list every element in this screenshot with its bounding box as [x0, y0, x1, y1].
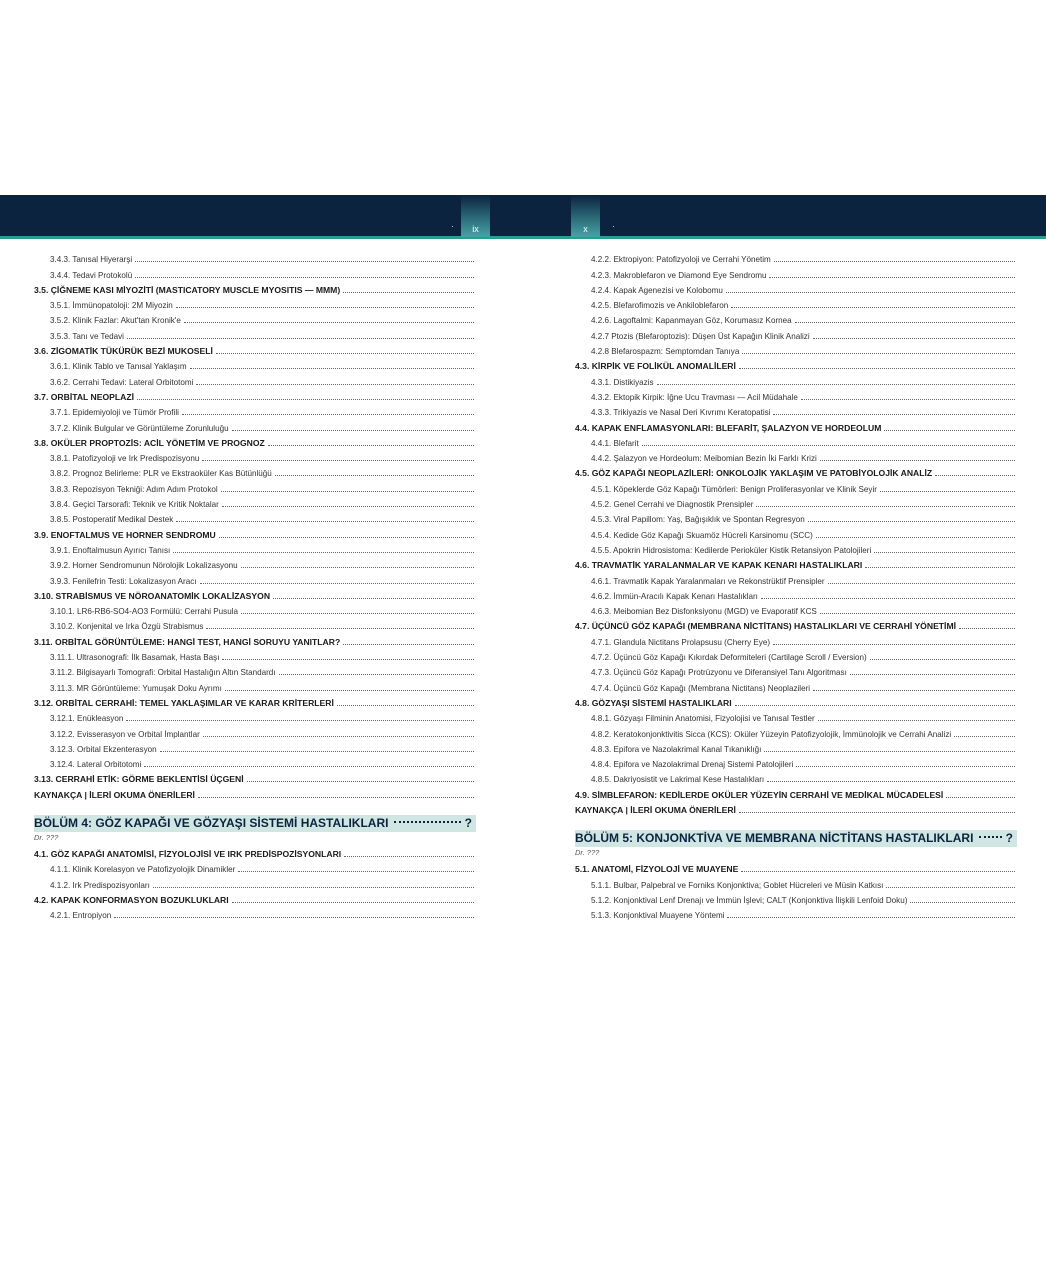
toc-subsection-entry[interactable] [34, 495, 476, 510]
toc-subsection-entry[interactable] [34, 663, 476, 678]
toc-entry-title: 3.8.3. Repozisyon Tekniği: Adım Adım Protokol [50, 484, 218, 494]
toc-entry-title: 3.6.1. Klinik Tablo ve Tanısal Yaklaşım [50, 362, 187, 372]
toc-entry-title: 4.8.5. Dakriyosistit ve Lakrimal Kese Hastalıkları [591, 775, 765, 785]
dot-leader [268, 445, 474, 446]
toc-subsection-entry[interactable] [575, 403, 1017, 418]
toc-entry-title: 3.8.1. Patofizyoloji ve Irk Predispozisyonu [50, 454, 200, 464]
toc-subsection-entry[interactable] [575, 632, 1017, 647]
toc-entry-title: 4.1.1. Klinik Korelasyon ve Patofizyolojik Dinamikler [50, 865, 236, 875]
toc-entry-title: 3.7. ORBİTAL NEOPLAZİ [34, 391, 134, 402]
toc-section-entry[interactable] [34, 342, 476, 357]
toc-entry-title: 3.7.1. Epidemiyoloji ve Tümör Profili [50, 408, 179, 418]
toc-subsection-entry[interactable] [34, 250, 476, 265]
toc-entry-title: 4.9. SİMBLEFARON: KEDİLERDE OKÜLER YÜZEYİN CERRAHİ VE MEDİKAL MÜCADELESİ [575, 789, 944, 800]
toc-subsection-entry[interactable] [575, 250, 1017, 265]
dot-leader [232, 902, 474, 903]
toc-section-entry[interactable] [34, 388, 476, 403]
dot-leader [657, 384, 1015, 385]
toc-entry-title: 4.2.3. Makroblefaron ve Diamond Eye Sendromu [591, 270, 767, 280]
toc-entry-title: 3.9.3. Fenilefrin Testi: Lokalizasyon Aracı [50, 576, 197, 586]
dot-leader [200, 583, 474, 584]
chapter-author: Dr. ??? [34, 832, 59, 842]
toc-subsection-entry[interactable] [34, 724, 476, 739]
toc-subsection-entry[interactable] [34, 296, 476, 311]
dot-leader [279, 674, 474, 675]
toc-entry-title: 4.2.4. Kapak Agenezisi ve Kolobomu [591, 285, 723, 295]
dot-leader [225, 690, 474, 691]
dot-leader [884, 430, 1015, 431]
dot-leader [126, 720, 474, 721]
toc-section-entry[interactable] [34, 632, 476, 647]
toc-entry-title: 4.2.1. Entropiyon [50, 911, 112, 921]
toc-entry-title: 3.6. ZİGOMATİK TÜKÜRÜK BEZİ MUKOSELİ [34, 346, 213, 357]
toc-subsection-entry[interactable] [34, 709, 476, 724]
toc-subsection-entry[interactable] [575, 434, 1017, 449]
dot-leader [727, 917, 1015, 918]
dot-leader [273, 598, 474, 599]
dot-leader [735, 705, 1015, 706]
toc-entry-title: 3.5.1. İmmünopatoloji: 2M Miyozin [50, 301, 173, 311]
dot-leader [222, 506, 474, 507]
toc-entry-title: 4.3.2. Ektopik Kirpik: İğne Ucu Travması — Acil Müdahale [591, 392, 798, 402]
toc-section-entry[interactable] [34, 891, 476, 906]
dot-leader [198, 797, 474, 798]
toc-entry-title: 4.2.2. Ektropiyon: Patofizyoloji ve Cerrahi Yönetim [591, 255, 771, 265]
toc-entry-title: 3.5.2. Klinik Fazlar: Akut'tan Kronik'e [50, 316, 181, 326]
dot-leader [816, 537, 1015, 538]
toc-section-entry[interactable] [575, 357, 1017, 372]
toc-entry-title: 3.6.2. Cerrahi Tedavi: Lateral Orbitotomi [50, 377, 194, 387]
toc-entry-title: 3.12.2. Evisserasyon ve Orbital İmplantlar [50, 729, 200, 739]
toc-entry-title: 3.8. OKÜLER PROPTOZİS: ACİL YÖNETİM VE PROGNOZ [34, 437, 265, 448]
dot-leader [232, 430, 474, 431]
toc-entry-title: 3.4.4. Tedavi Protokolü [50, 270, 133, 280]
toc-entry-title: 4.5.2. Genel Cerrahi ve Diagnostik Prensipler [591, 500, 754, 510]
toc-entry-title: 4.3.3. Trikiyazis ve Nasal Deri Kıvrımı Keratopatisi [591, 408, 771, 418]
toc-subsection-entry[interactable] [575, 875, 1017, 890]
dot-leader [219, 537, 474, 538]
dot-leader [153, 887, 474, 888]
toc-subsection-entry[interactable] [34, 418, 476, 433]
header-band [0, 195, 1046, 237]
dot-leader [742, 353, 1015, 354]
toc-entry-title: 4.4. KAPAK ENFLAMASYONLARI: BLEFARİT, ŞALAZYON VE HORDEOLUM [575, 422, 882, 433]
toc-entry-title: 4.2. KAPAK KONFORMASYON BOZUKLUKLARI [34, 894, 229, 905]
dot-leader [959, 628, 1015, 629]
toc-entry-title: 3.5. ÇİĞNEME KASI MİYOZİTİ (MASTICATORY MUSCLE MYOSITIS — MMM) [34, 284, 341, 295]
toc-section-entry[interactable] [34, 785, 476, 800]
toc-subsection-entry[interactable] [575, 388, 1017, 403]
toc-entry-title: 4.2.5. Blefarofimozis ve Ankiloblefaron [591, 301, 729, 311]
header-dot-right: · [612, 222, 615, 231]
header-dot-left: · [451, 222, 454, 231]
toc-subsection-entry[interactable] [575, 449, 1017, 464]
toc-subsection-entry[interactable] [34, 556, 476, 571]
toc-entry-title: 3.9.1. Enoftalmusun Ayırıcı Tanısı [50, 545, 171, 555]
toc-subsection-entry[interactable] [575, 326, 1017, 341]
toc-entry-title: 4.7.4. Üçüncü Göz Kapağı (Membrana Nictitans) Neoplazileri [591, 683, 811, 693]
toc-subsection-entry[interactable] [34, 326, 476, 341]
toc-entry-title: 4.2.8 Blefarospazm: Semptomdan Tanıya [591, 347, 740, 357]
dot-leader [773, 414, 1015, 415]
dot-leader [275, 475, 474, 476]
page-number-left: ix [472, 224, 479, 234]
toc-entry-title: 5.1.3. Konjonktival Muayene Yöntemi [591, 911, 725, 921]
toc-entry-title: 4.4.1. Blefarit [591, 438, 639, 448]
dot-leader [739, 368, 1015, 369]
dot-leader [344, 856, 474, 857]
toc-entry-title: 3.10.1. LR6-RB6-SO4-AO3 Formülü: Cerrahi Pusula [50, 607, 239, 617]
dot-leader [114, 917, 474, 918]
dot-leader [202, 460, 474, 461]
toc-subsection-entry[interactable] [34, 479, 476, 494]
dot-leader [828, 583, 1015, 584]
dot-leader [874, 552, 1015, 553]
toc-entry-title: 4.7. ÜÇÜNCÜ GÖZ KAPAĞI (MEMBRANA NİCTİTANS) HASTALIKLARI VE CERRAHİ YÖNETİMİ [575, 621, 956, 632]
dot-leader [203, 736, 474, 737]
toc-section-entry[interactable] [575, 694, 1017, 709]
dot-leader [795, 322, 1015, 323]
toc-subsection-entry[interactable] [575, 571, 1017, 586]
toc-entry-title: 3.9. ENOFTALMUS VE HORNER SENDROMU [34, 529, 216, 540]
toc-subsection-entry[interactable] [34, 464, 476, 479]
dot-leader [739, 812, 1015, 813]
toc-entry-title: 3.11. ORBİTAL GÖRÜNTÜLEME: HANGİ TEST, HANGİ SORUYU YANITLAR? [34, 636, 341, 647]
dot-leader [196, 384, 474, 385]
dot-leader [820, 613, 1015, 614]
dot-leader [337, 705, 474, 706]
toc-subsection-entry[interactable] [34, 602, 476, 617]
toc-subsection-entry[interactable] [34, 510, 476, 525]
toc-subsection-entry[interactable] [34, 357, 476, 372]
dot-leader [818, 720, 1015, 721]
toc-entry-title: 3.10.2. Konjenital ve Irka Özgü Strabismus [50, 622, 204, 632]
toc-entry-title: 4.5.5. Apokrin Hidrosistoma: Kedilerde Perioküler Kistik Retansiyon Patolojileri [591, 545, 872, 555]
toc-subsection-entry[interactable] [575, 342, 1017, 357]
dot-leader [343, 292, 474, 293]
toc-entry-title: 4.5.1. Köpeklerde Göz Kapağı Tümörleri: Benign Proliferasyonlar ve Klinik Seyir [591, 484, 877, 494]
toc-subsection-entry[interactable] [34, 648, 476, 663]
dot-leader [935, 475, 1015, 476]
dot-leader [954, 736, 1015, 737]
toc-entry-title: 4.5.4. Kedide Göz Kapağı Skuamöz Hücreli Karsinomu (SCC) [591, 530, 813, 540]
toc-subsection-entry[interactable] [575, 510, 1017, 525]
dot-leader [870, 659, 1015, 660]
dot-leader [756, 506, 1015, 507]
toc-section-entry[interactable] [34, 845, 476, 860]
dot-leader [137, 399, 474, 400]
toc-entry-title: 3.11.2. Bilgisayarlı Tomografi: Orbital Hastalığın Altın Standardı [50, 668, 276, 678]
dot-leader [182, 414, 474, 415]
chapter-heading[interactable] [34, 815, 476, 832]
dot-leader [241, 567, 474, 568]
toc-subsection-entry[interactable] [34, 875, 476, 890]
toc-entry-title: 3.7.2. Klinik Bulgular ve Görüntüleme Zorunluluğu [50, 423, 229, 433]
toc-section-entry[interactable] [34, 587, 476, 602]
toc-entry-title: 3.10. STRABİSMUS VE NÖROANATOMİK LOKALİZASYON [34, 590, 271, 601]
toc-subsection-entry[interactable] [575, 648, 1017, 663]
toc-subsection-entry[interactable] [575, 525, 1017, 540]
dot-leader [216, 353, 474, 354]
toc-entry-title: 3.8.4. Geçici Tarsorafi: Teknik ve Kritik Noktalar [50, 500, 219, 510]
toc-entry-title: 3.12.4. Lateral Orbitotomi [50, 760, 142, 770]
toc-subsection-entry[interactable] [575, 479, 1017, 494]
dot-leader [880, 491, 1015, 492]
dot-leader [801, 399, 1015, 400]
toc-entry-title: 3.12. ORBİTAL CERRAHİ: TEMEL YAKLAŞIMLAR VE KARAR KRİTERLERİ [34, 697, 334, 708]
toc-subsection-entry[interactable] [34, 906, 476, 921]
dot-leader [206, 628, 474, 629]
toc-entry-title: 4.8. GÖZYAŞI SİSTEMİ HASTALIKLARI [575, 697, 732, 708]
dot-leader [135, 277, 474, 278]
toc-entry-title: 4.8.4. Epifora ve Nazolakrimal Drenaj Sistemi Patolojileri [591, 760, 794, 770]
toc-subsection-entry[interactable] [575, 311, 1017, 326]
toc-entry-title: 3.5.3. Tanı ve Tedavi [50, 331, 124, 341]
toc-subsection-entry[interactable] [575, 724, 1017, 739]
toc-entry-title: 4.8.2. Keratokonjonktivitis Sicca (KCS): Oküler Yüzeyin Patofizyolojik, İmmünolojik ve Cerrahi Analizi [591, 729, 952, 739]
dot-leader [176, 521, 474, 522]
toc-left-column [34, 250, 476, 921]
dot-leader [394, 821, 460, 823]
dot-leader [731, 307, 1015, 308]
toc-section-entry[interactable] [34, 434, 476, 449]
dot-leader [343, 644, 474, 645]
toc-subsection-entry[interactable] [34, 755, 476, 770]
dot-leader [221, 491, 474, 492]
dot-leader [946, 797, 1015, 798]
dot-leader [222, 659, 474, 660]
toc-entry-title: 3.11.1. Ultrasonografi: İlk Basamak, Hasta Başı [50, 653, 220, 663]
dot-leader [761, 598, 1015, 599]
header-accent-line [0, 236, 1046, 239]
toc-entry-title: 3.11.3. MR Görüntüleme: Yumuşak Doku Ayrımı [50, 683, 222, 693]
dot-leader [764, 751, 1015, 752]
toc-subsection-entry[interactable] [34, 449, 476, 464]
toc-entry-title: 4.2.7 Ptozis (Blefaroptozis): Düşen Üst Kapağın Klinik Analizi [591, 331, 810, 341]
toc-entry-title: 4.7.1. Glandula Nictitans Prolapsusu (Cherry Eye) [591, 637, 771, 647]
dot-leader [144, 766, 474, 767]
toc-section-entry[interactable] [34, 770, 476, 785]
dot-leader [241, 613, 474, 614]
toc-section-entry[interactable] [575, 801, 1017, 816]
chapter-author: Dr. ??? [575, 847, 600, 857]
toc-entry-title: 4.8.1. Gözyaşı Filminin Anatomisi, Fizyolojisi ve Tanısal Testler [591, 714, 815, 724]
toc-subsection-entry[interactable] [575, 587, 1017, 602]
toc-entry-title: 4.5. GÖZ KAPAĞI NEOPLAZİLERİ: ONKOLOJİK YAKLAŞIM VE PATOBİYOLOJİK ANALİZ [575, 468, 933, 479]
chapter-title: BÖLÜM 4: GÖZ KAPAĞI VE GÖZYAŞI SİSTEMİ HASTALIKLARI [34, 816, 389, 831]
dot-leader [886, 887, 1015, 888]
dot-leader [238, 871, 474, 872]
toc-subsection-entry[interactable] [575, 281, 1017, 296]
dot-leader [769, 277, 1015, 278]
toc-subsection-entry[interactable] [575, 740, 1017, 755]
toc-subsection-entry[interactable] [34, 617, 476, 632]
dot-leader [820, 460, 1015, 461]
toc-subsection-entry[interactable] [34, 571, 476, 586]
dot-leader [796, 766, 1015, 767]
toc-entry-title: 4.3. KİRPİK VE FOLİKÜL ANOMALİLERİ [575, 361, 736, 372]
chapter-page-number: ? [1005, 831, 1013, 846]
toc-subsection-entry[interactable] [575, 891, 1017, 906]
toc-entry-title: 4.2.6. Lagoftalmi: Kapanmayan Göz, Korumasız Kornea [591, 316, 792, 326]
toc-subsection-entry[interactable] [34, 541, 476, 556]
dot-leader [176, 307, 474, 308]
toc-entry-title: 3.4.3. Tanısal Hiyerarşi [50, 255, 133, 265]
dot-leader [135, 261, 474, 262]
toc-subsection-entry[interactable] [575, 602, 1017, 617]
toc-right-column [575, 250, 1017, 921]
toc-subsection-entry[interactable] [575, 296, 1017, 311]
toc-entry-title: 5.1.2. Konjonktival Lenf Drenajı ve İmmün İşlevi; CALT (Konjonktiva İlişkili Lenfoid Doku) [591, 895, 908, 905]
toc-section-entry[interactable] [575, 464, 1017, 479]
toc-entry-title: 3.8.2. Prognoz Belirleme: PLR ve Ekstraoküler Kas Bütünlüğü [50, 469, 272, 479]
toc-section-entry[interactable] [34, 525, 476, 540]
toc-section-entry[interactable] [575, 860, 1017, 875]
dot-leader [813, 338, 1015, 339]
toc-subsection-entry[interactable] [34, 740, 476, 755]
toc-entry-title: 4.1.2. Irk Predispozisyonları [50, 880, 150, 890]
toc-section-entry[interactable] [575, 418, 1017, 433]
toc-entry-title: 5.1.1. Bulbar, Palpebral ve Forniks Konjonktiva; Goblet Hücreleri ve Müsin Katkısı [591, 880, 884, 890]
toc-subsection-entry[interactable] [575, 906, 1017, 921]
dot-leader [173, 552, 474, 553]
chapter-title: BÖLÜM 5: KONJONKTİVA VE MEMBRANA NİCTİTANS HASTALIKLARI [575, 831, 974, 846]
toc-entry-title: 4.5.3. Viral Papillom: Yaş, Bağışıklık ve Spontan Regresyon [591, 515, 805, 525]
toc-entry-title: 4.6.2. İmmün-Aracılı Kapak Kenarı Hastalıkları [591, 591, 758, 601]
toc-entry-title: 4.8.3. Epifora ve Nazolakrimal Kanal Tıkanıklığı [591, 744, 762, 754]
dot-leader [767, 781, 1015, 782]
toc-entry-title: 4.6.1. Travmatik Kapak Yaralanmaları ve Rekonstrüktif Prensipler [591, 576, 825, 586]
toc-entry-title: 3.9.2. Horner Sendromunun Nörolojik Lokalizasyonu [50, 561, 238, 571]
toc-entry-title: 3.12.1. Enükleasyon [50, 714, 124, 724]
toc-subsection-entry[interactable] [575, 755, 1017, 770]
toc-section-entry[interactable] [575, 556, 1017, 571]
toc-subsection-entry[interactable] [34, 311, 476, 326]
toc-section-entry[interactable] [34, 694, 476, 709]
toc-entry-title: 3.8.5. Postoperatif Medikal Destek [50, 515, 174, 525]
dot-leader [247, 781, 474, 782]
toc-subsection-entry[interactable] [34, 678, 476, 693]
dot-leader [979, 836, 1001, 838]
toc-subsection-entry[interactable] [575, 663, 1017, 678]
toc-section-entry[interactable] [34, 281, 476, 296]
page-number-tab-right [571, 195, 600, 237]
toc-subsection-entry[interactable] [34, 372, 476, 387]
chapter-heading[interactable] [575, 830, 1017, 847]
toc-entry-title: 4.6.3. Meibomian Bez Disfonksiyonu (MGD) ve Evaporatif KCS [591, 607, 817, 617]
page-number-right: x [583, 224, 588, 234]
toc-entry-title: 3.13. CERRAHİ ETİK: GÖRME BEKLENTİSİ ÜÇGENİ [34, 774, 244, 785]
toc-subsection-entry[interactable] [575, 495, 1017, 510]
toc-subsection-entry[interactable] [575, 678, 1017, 693]
dot-leader [127, 338, 474, 339]
toc-subsection-entry[interactable] [575, 372, 1017, 387]
toc-subsection-entry[interactable] [575, 265, 1017, 280]
page-number-tab-left [461, 195, 490, 237]
toc-subsection-entry[interactable] [575, 541, 1017, 556]
dot-leader [190, 368, 474, 369]
dot-leader [910, 902, 1015, 903]
toc-entry-title: KAYNAKÇA | İLERİ OKUMA ÖNERİLERİ [34, 789, 195, 800]
dot-leader [642, 445, 1015, 446]
toc-entry-title: 5.1. ANATOMİ, FİZYOLOJİ VE MUAYENE [575, 864, 739, 875]
toc-entry-title: 4.7.3. Üçüncü Göz Kapağı Protrüzyonu ve Diferansiyel Tanı Algoritması [591, 668, 847, 678]
toc-subsection-entry[interactable] [575, 709, 1017, 724]
toc-subsection-entry[interactable] [575, 770, 1017, 785]
toc-entry-title: 4.7.2. Üçüncü Göz Kapağı Kıkırdak Deformiteleri (Cartilage Scroll / Eversion) [591, 653, 867, 663]
dot-leader [160, 751, 474, 752]
dot-leader [808, 521, 1015, 522]
toc-subsection-entry[interactable] [34, 860, 476, 875]
toc-entry-title: 4.4.2. Şalazyon ve Hordeolum: Meibomian Bezin İki Farklı Krizi [591, 454, 817, 464]
dot-leader [726, 292, 1015, 293]
toc-subsection-entry[interactable] [34, 265, 476, 280]
toc-section-entry[interactable] [575, 785, 1017, 800]
toc-entry-title: 4.3.1. Distikiyazis [591, 377, 654, 387]
chapter-page-number: ? [464, 816, 472, 831]
dot-leader [813, 690, 1015, 691]
dot-leader [774, 261, 1015, 262]
dot-leader [773, 644, 1015, 645]
toc-section-entry[interactable] [575, 617, 1017, 632]
dot-leader [850, 674, 1015, 675]
dot-leader [184, 322, 474, 323]
dot-leader [741, 871, 1015, 872]
toc-entry-title: 3.12.3. Orbital Ekzenterasyon [50, 744, 157, 754]
toc-entry-title: 4.1. GÖZ KAPAĞI ANATOMİSİ, FİZYOLOJİSİ VE IRK PREDİSPOZİSYONLARI [34, 848, 342, 859]
dot-leader [865, 567, 1015, 568]
toc-entry-title: KAYNAKÇA | İLERİ OKUMA ÖNERİLERİ [575, 804, 736, 815]
toc-subsection-entry[interactable] [34, 403, 476, 418]
toc-entry-title: 4.6. TRAVMATİK YARALANMALAR VE KAPAK KENARI HASTALIKLARI [575, 560, 863, 571]
